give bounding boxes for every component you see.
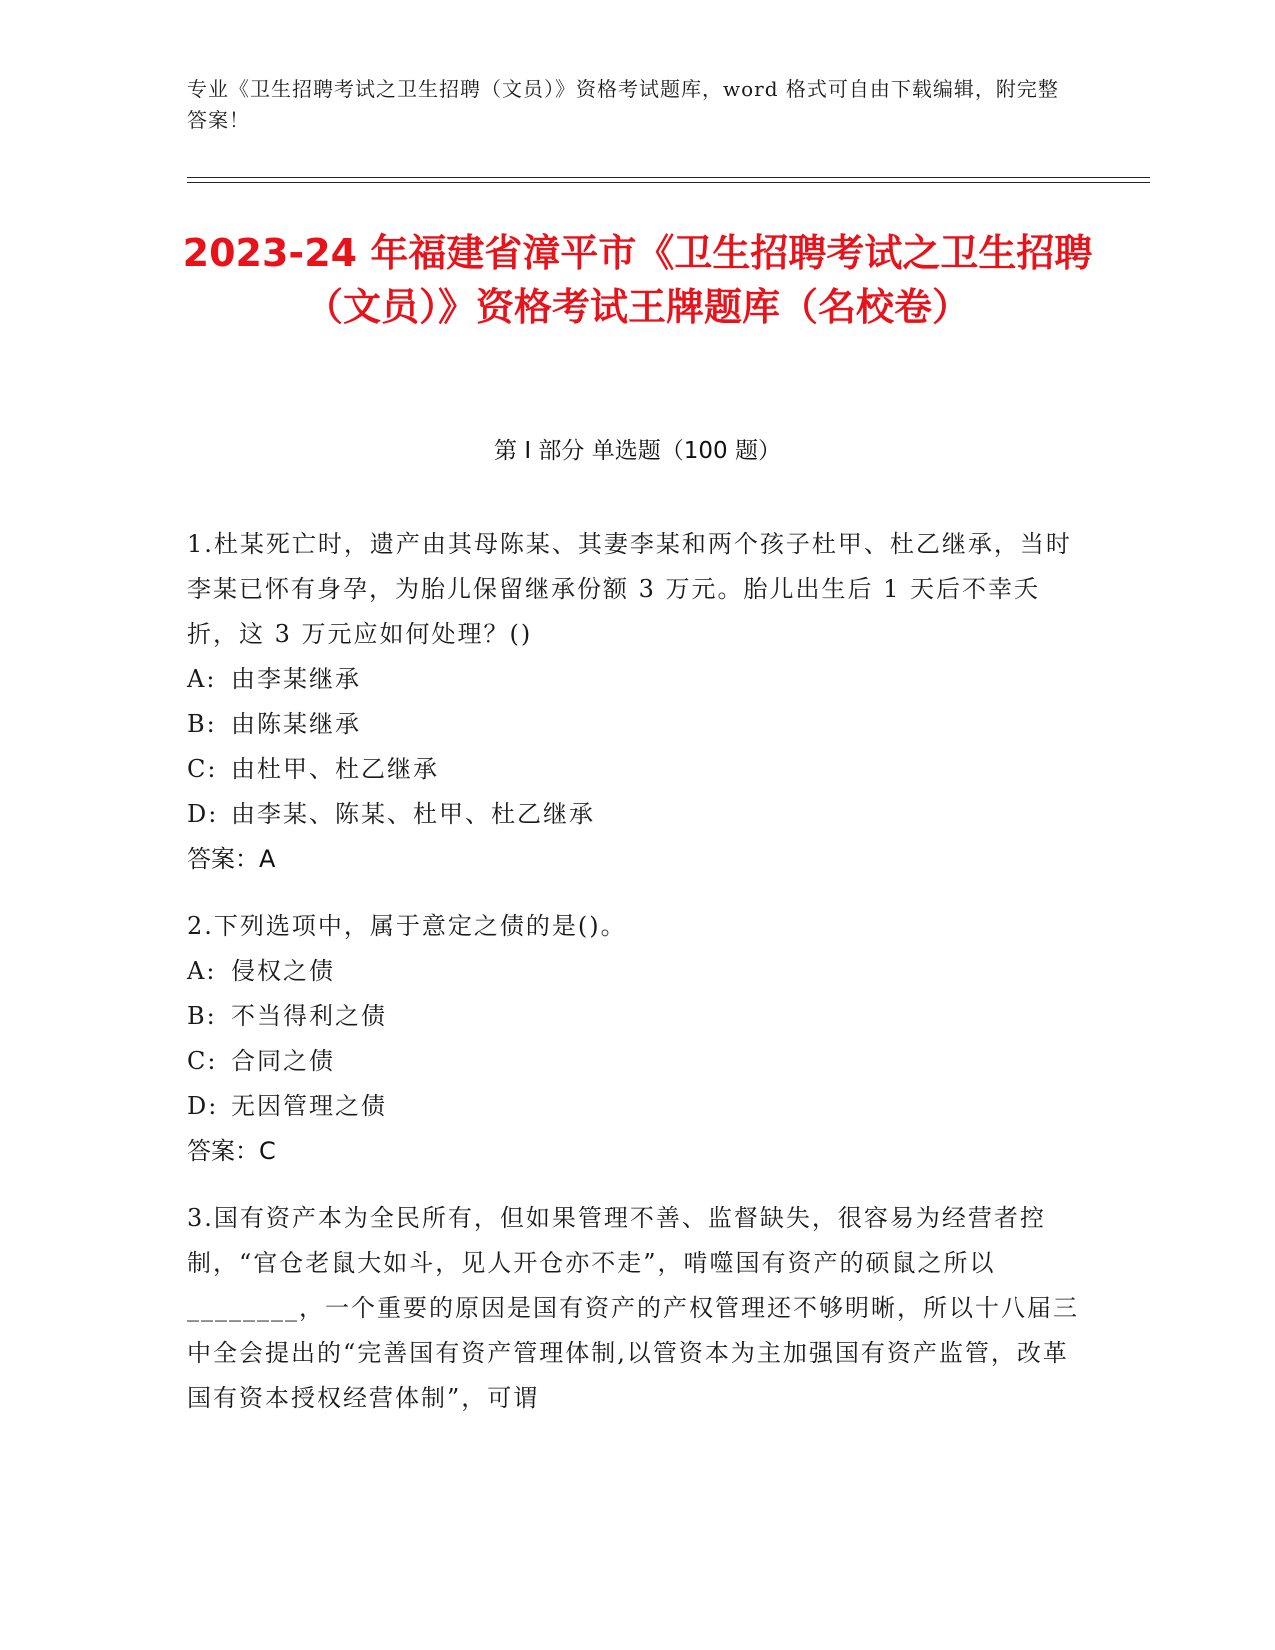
- answer-value: C: [259, 1137, 276, 1165]
- option-a: [187, 949, 1082, 994]
- question-stem: 2.下列选项中，属于意定之债的是()。: [187, 912, 627, 940]
- option-b: [187, 994, 1082, 1039]
- option-d: [187, 1084, 1082, 1129]
- option-text: 由陈某继承: [231, 710, 361, 738]
- option-key: B:: [187, 1002, 217, 1030]
- option-key: D:: [187, 800, 219, 828]
- option-b: [187, 702, 1082, 747]
- option-text: 由李某、陈某、杜甲、杜乙继承: [231, 800, 595, 828]
- question-stem: 1.杜某死亡时，遗产由其母陈某、其妻李某和两个孩子杜甲、杜乙继承，当时李某已怀有身孕，为胎儿保留继承份额 3 万元。胎儿出生后 1 天后不幸夭折，这 3 万元应如何处理？(): [187, 530, 1072, 648]
- option-c: [187, 747, 1082, 792]
- option-key: A:: [187, 665, 217, 693]
- option-key: C:: [187, 755, 218, 783]
- question-2: [187, 904, 1082, 1174]
- option-a: [187, 657, 1082, 702]
- question-3: [187, 1196, 1082, 1421]
- answer-value: A: [259, 845, 276, 873]
- answer-line: [187, 837, 1082, 882]
- section-heading: 第 I 部分 单选题（100 题）: [494, 438, 781, 464]
- option-text: 无因管理之债: [231, 1092, 387, 1120]
- option-text: 由李某继承: [231, 665, 361, 693]
- option-key: B:: [187, 710, 217, 738]
- question-stem: 3.国有资产本为全民所有，但如果管理不善、监督缺失，很容易为经营者控制，“官仓老鼠大如斗，见人开仓亦不走”，啃噬国有资产的硕鼠之所以________，一个重要的原因是国有资产的产权管理还不够明晰，所以十八届三中全会提出的“完善国有资产管理体制,以管资本为主加强国有资产监管，改革国有资本授权经营体制”，可谓: [187, 1204, 1079, 1412]
- option-text: 合同之债: [231, 1047, 335, 1075]
- option-key: D:: [187, 1092, 219, 1120]
- answer-line: [187, 1129, 1082, 1174]
- option-text: 由杜甲、杜乙继承: [231, 755, 439, 783]
- answer-label: 答案：: [187, 1137, 259, 1165]
- option-key: A:: [187, 957, 217, 985]
- option-c: [187, 1039, 1082, 1084]
- option-d: [187, 792, 1082, 837]
- document-title: 2023-24 年福建省漳平市《卫生招聘考试之卫生招聘（文员）》资格考试王牌题库（名校卷）: [182, 231, 1093, 329]
- option-key: C:: [187, 1047, 218, 1075]
- option-text: 不当得利之债: [231, 1002, 387, 1030]
- question-1: [187, 522, 1082, 882]
- option-text: 侵权之债: [231, 957, 335, 985]
- question-list: [187, 522, 1082, 1443]
- header-divider: [187, 177, 1150, 183]
- header-note: 专业《卫生招聘考试之卫生招聘（文员）》资格考试题库，word 格式可自由下载编辑，附完整答案！: [187, 77, 1059, 132]
- answer-label: 答案：: [187, 845, 259, 873]
